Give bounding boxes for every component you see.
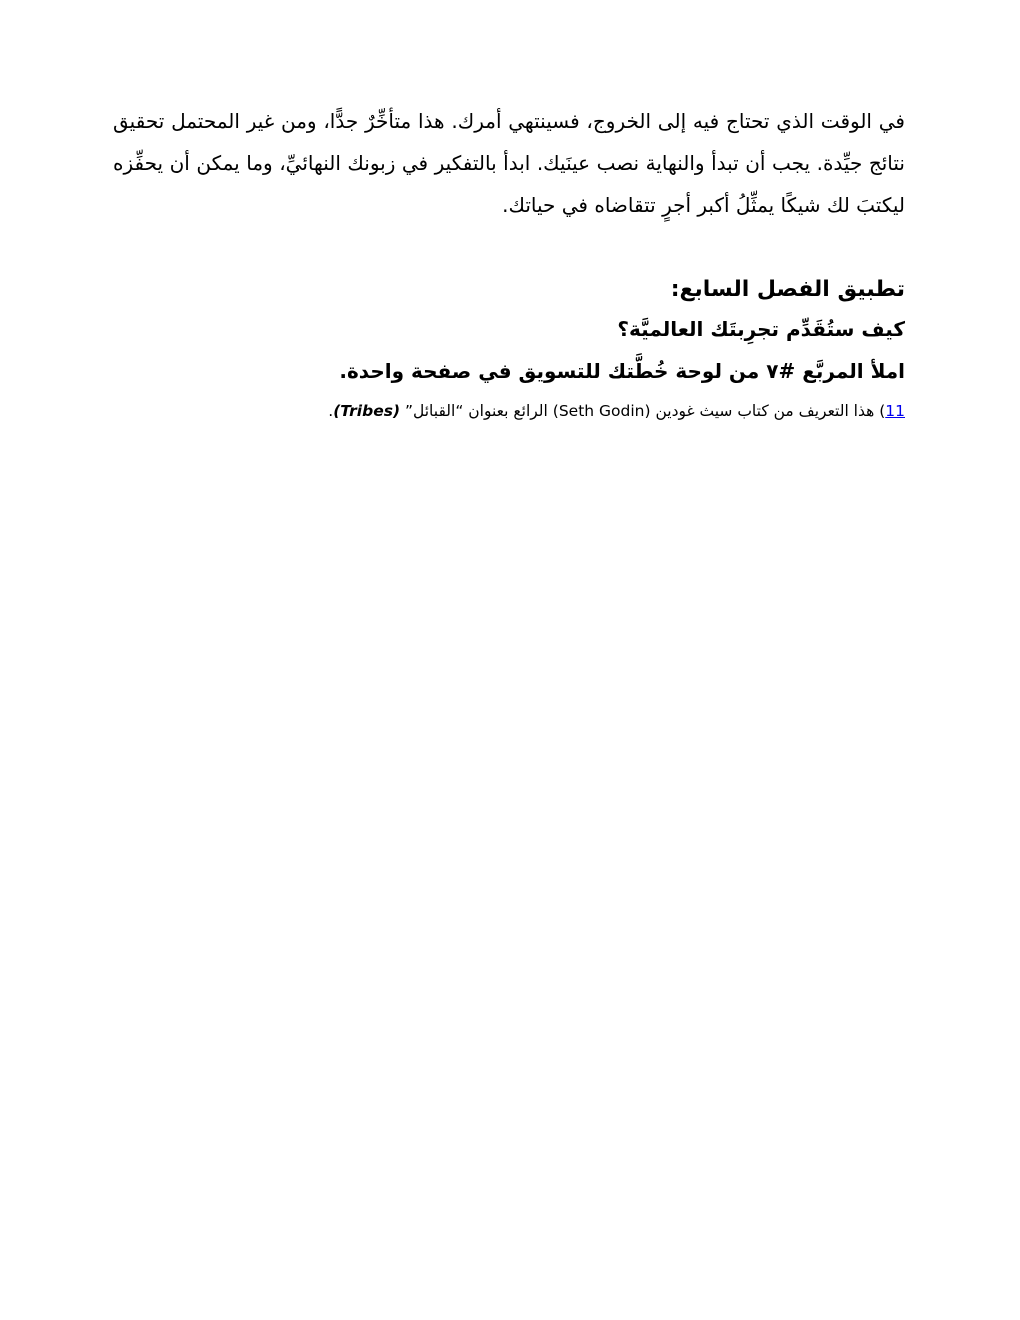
footnote bbox=[113, 398, 905, 424]
footnote-text: ) هذا التعريف من كتاب سيث غودين (Seth Godin) الرائع بعنوان “القبائل” bbox=[400, 402, 886, 420]
application-instruction-line: املأ المربَّع #٧ من لوحة خُطَّتك للتسويق في صفحة واحدة. bbox=[339, 359, 905, 383]
chapter-application-section bbox=[113, 274, 905, 390]
section-heading: تطبيق الفصل السابع: bbox=[670, 277, 905, 302]
application-question-line: كيف ستُقَدِّم تجرِبتَك العالميَّة؟ bbox=[617, 317, 905, 341]
body-paragraph: في الوقت الذي تحتاج فيه إلى الخروج، فسينتهي أمرك. هذا متأخِّرٌ جدًّا، ومن غير المحتمل تحقيق نتائج جيِّدة. يجب أن تبدأ والنهاية نصب عينَيك. ابدأ بالتفكير في زبونك النهائيِّ، وما يمكن أن يحفِّزه ليكتبَ لك شيكًا يمثِّلُ أكبر أجرٍ تتقاضاه في حياتك. bbox=[113, 109, 905, 217]
footnote-book-title: (Tribes) bbox=[333, 402, 401, 420]
footnote-ref-link[interactable]: 11 bbox=[885, 402, 905, 420]
footnote-period: . bbox=[328, 402, 334, 420]
